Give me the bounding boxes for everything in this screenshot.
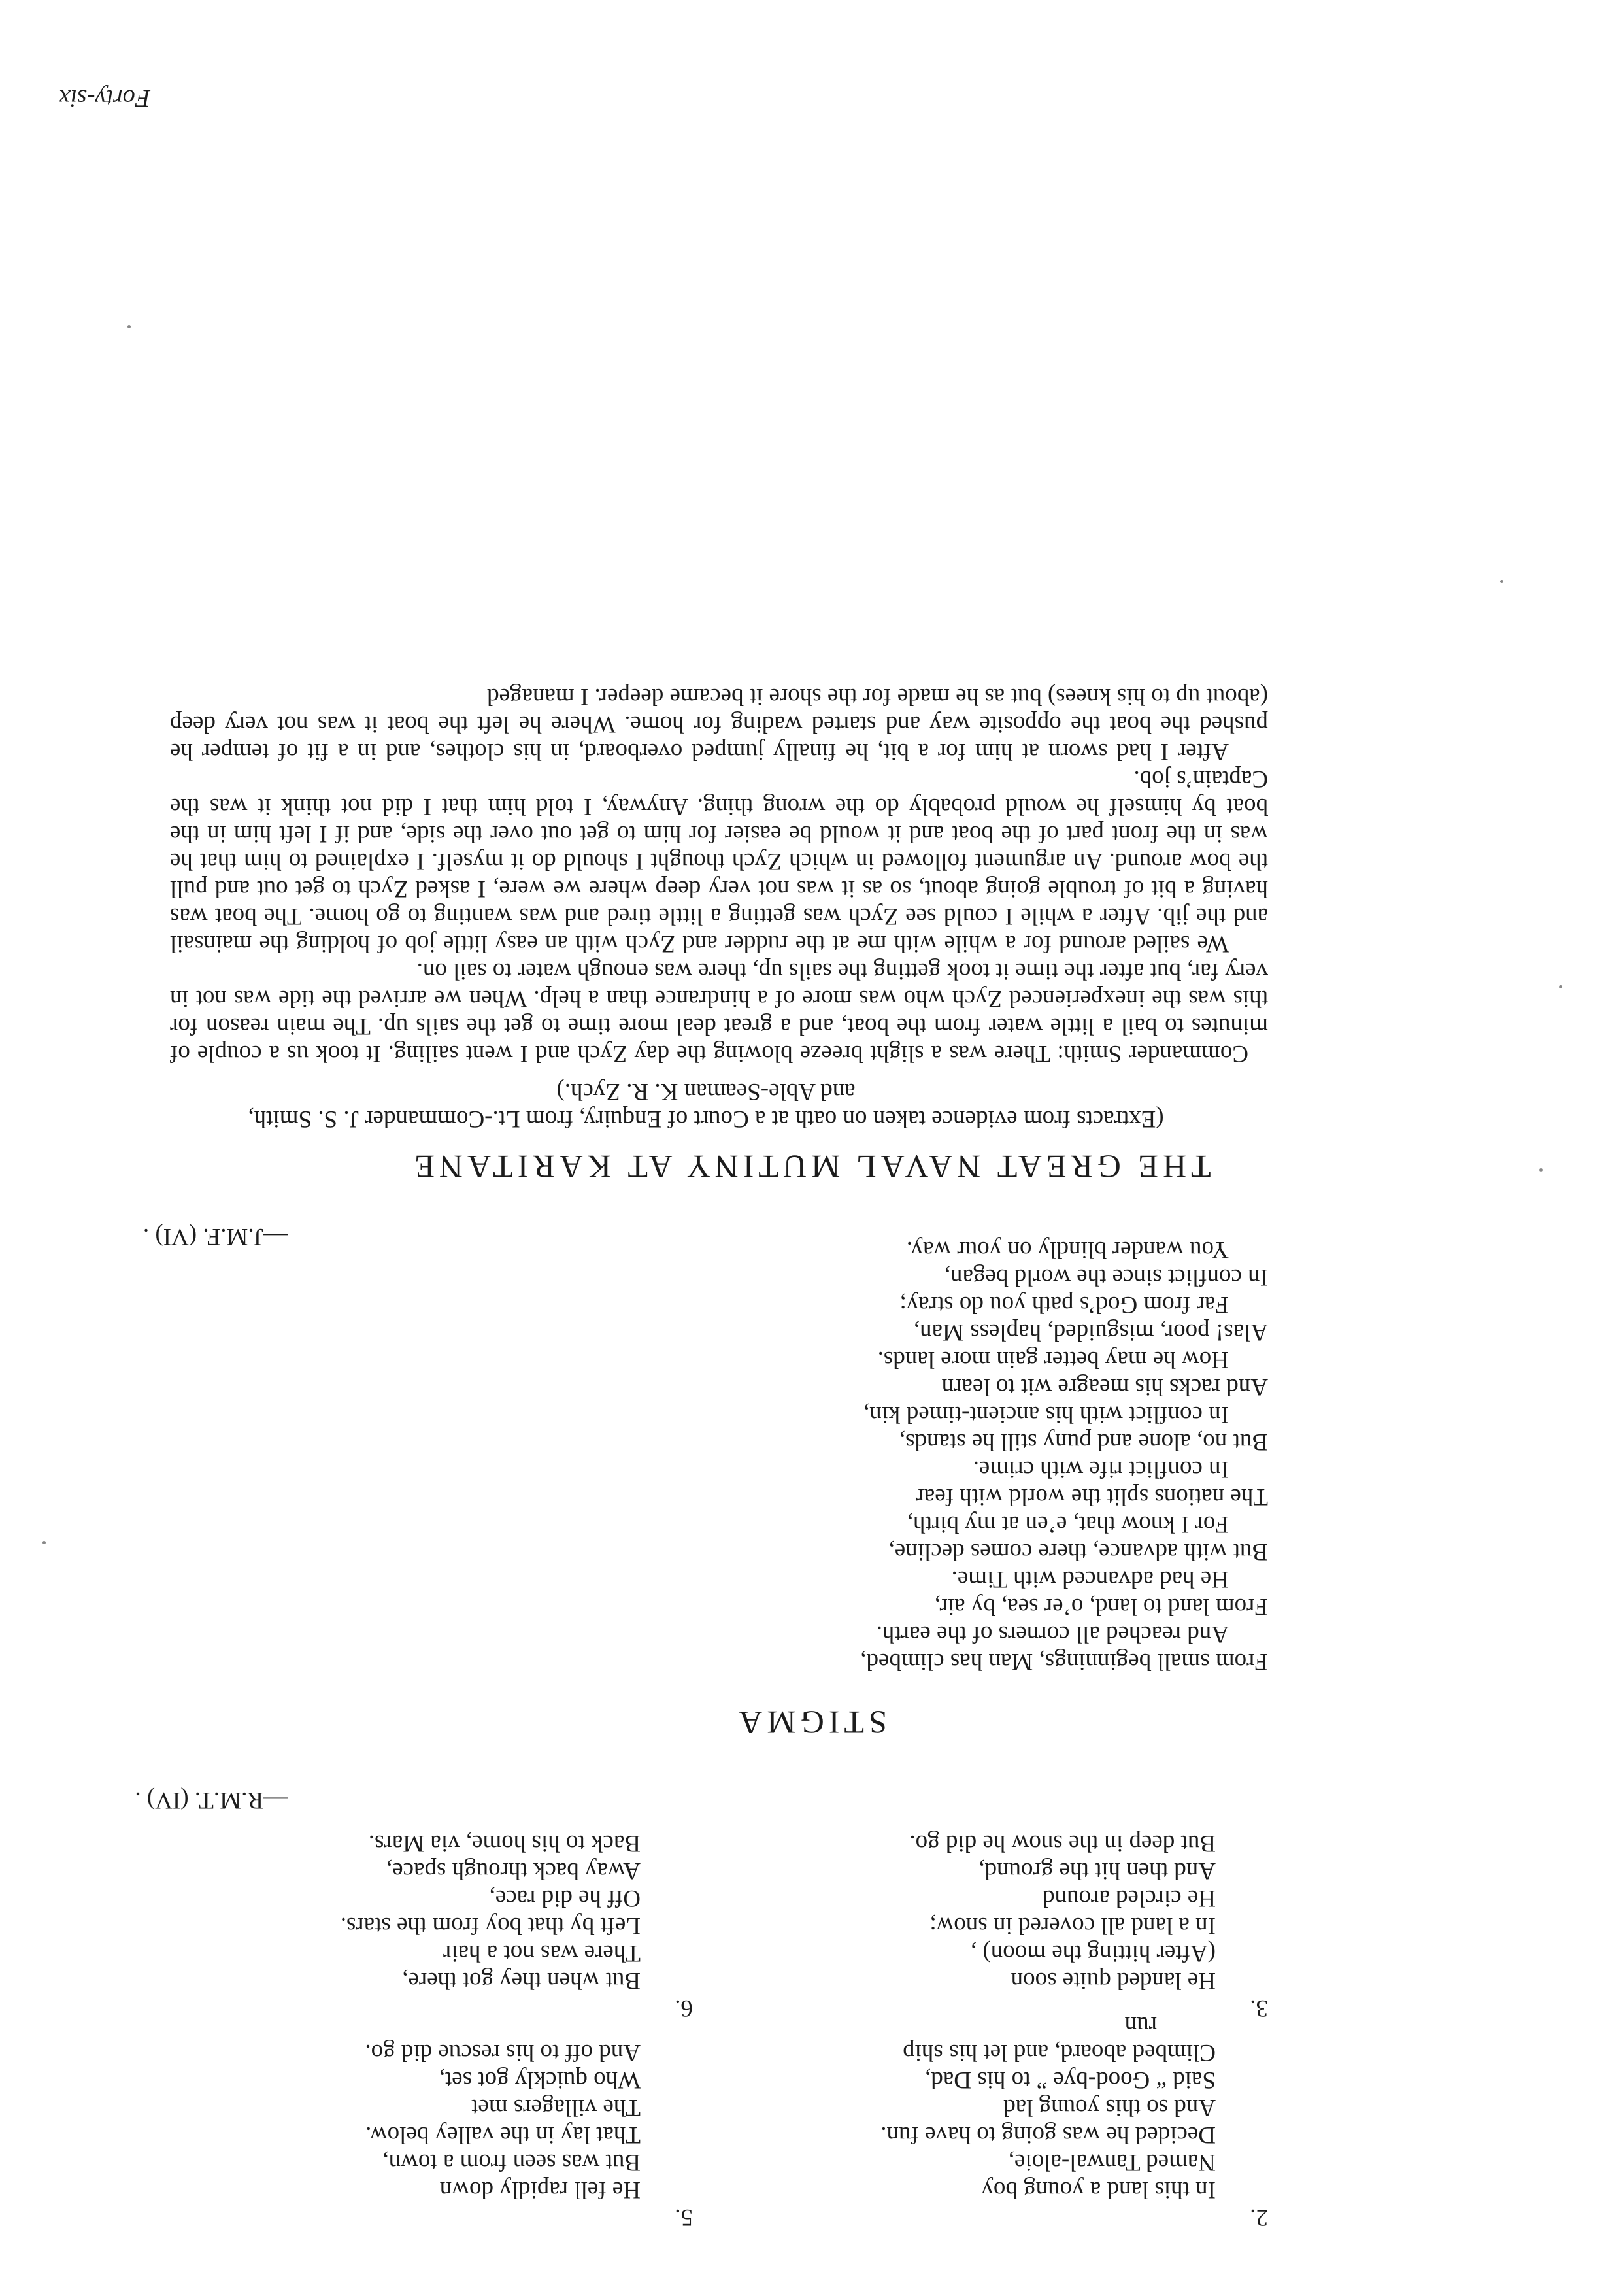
stanza-line-list (880, 2011, 1216, 2203)
poem2-signature: —J.M.F. (VI) . (142, 1223, 288, 1250)
poem-line: In this land a young boy (981, 2176, 1216, 2203)
scan-speck (1539, 1168, 1543, 1172)
article-paragraph: Commander Smith: There was a slight breeze blowing the day Zych and I went sailing. It took us a couple of minutes to bail a little water from the boat, and a great deal more time to get the sails up. The main reason for this was the inexperienced Zych who was more of a hindrance than a help. When we arrived the tide was not in very far, but after the time it took getting the sails up, there was enough water to sail on. (170, 958, 1268, 1067)
poem1-stanza-3 (909, 1829, 1268, 2021)
poem-line: Decided he was going to have fun. (880, 2121, 1216, 2148)
poem-line: Who quickly got set, (439, 2067, 641, 2093)
poem-line: Away back through space, (386, 1857, 641, 1884)
poem-line: Alas! poor, misguided, hapless Man, (913, 1319, 1268, 1345)
poem-line: Named Tanwal-aloie, (1008, 2149, 1216, 2176)
stanza-number: 2. (1250, 2204, 1268, 2231)
poem-line: But with advance, there comes decline, (888, 1538, 1268, 1565)
poem-line: How he may better gain more lands. (877, 1346, 1229, 1373)
poem2-title: STIGMA (734, 1704, 887, 1741)
poem-line: And so this young lad (1003, 2094, 1216, 2121)
poem-line: Off he did race, (489, 1885, 641, 1912)
poem-line: In conflict since the world began, (944, 1264, 1268, 1291)
poem-line: But when they got there, (402, 1967, 641, 1994)
poem-line: (After hitting the moon) , (970, 1940, 1216, 1967)
poem-line: Left by that boy from the stars. (340, 1912, 641, 1939)
poem-line: Climbed aboard, and let his ship (903, 2039, 1216, 2066)
poem-line: From land to land, o’er sea, by air, (934, 1593, 1268, 1620)
poem-line: The villagers met (471, 2094, 641, 2121)
scan-speck (127, 325, 131, 328)
poem-line: But was seen from a town, (382, 2149, 641, 2176)
poem-line: From small beginnings, Man has climbed, (860, 1648, 1268, 1675)
article-intro: (Extracts from evidence taken on oath at a Court of Enquiry, from Lt.-Commander J. S. Smith, and Able-Seaman K. R. Zych.) (248, 1078, 1164, 1132)
poem1-stanza-2 (880, 2011, 1268, 2231)
poem-line: But deep in the snow he did go. (909, 1830, 1216, 1857)
poem-line: Far from God’s path you do stray; (899, 1291, 1229, 1318)
poem-line: In a land all covered in snow; (929, 1912, 1216, 1939)
poem-line: For I know that, e’en at my birth, (907, 1511, 1229, 1538)
poem-line: You wander blindly on your way. (906, 1236, 1229, 1263)
poem-line: In conflict rife with crime. (973, 1456, 1229, 1483)
scan-speck (1559, 985, 1562, 988)
article-paragraph: We sailed around for a while with me at the rudder and Zych with an easy little job of holding the mainsail and the jib. After a while I could see Zych was getting a little tired and was wanting to go home. The boat was having a bit of trouble going about, so as it was not very deep where we were, I asked Zych to get out and pull the bow around. An argument followed in which Zych thought I should do it myself. I explained to him that he was in the front part of the boat and it would be easier for him to get out over the side, and if I left him in the boat by himself he would probably do the wrong thing. Anyway, I told him that I did not think it was the Captain’s job. (170, 766, 1268, 957)
stanza-number: 3. (1250, 1995, 1268, 2021)
poem-line: He had advanced with Time. (951, 1566, 1229, 1593)
poem1-stanza-5 (365, 2038, 693, 2231)
poem2-body (860, 1236, 1268, 1675)
poem-line: And then hit the ground, (978, 1857, 1216, 1884)
poem-line: run (1124, 2012, 1157, 2038)
poem-line: He landed quite soon (1011, 1967, 1216, 1994)
poem-line: The nations split the world with fear (916, 1483, 1268, 1510)
poem-line: And off to his rescue did go. (365, 2039, 641, 2066)
stanza-line-list (909, 1829, 1216, 1994)
poem-line: And reached all corners of the earth. (876, 1621, 1229, 1647)
poem1-stanza-6 (341, 1829, 693, 2021)
stanza-number: 6. (675, 1995, 693, 2021)
poem-line: He fell rapidly down (439, 2176, 641, 2203)
page-folio: Forty-six (59, 84, 150, 112)
article-body (170, 683, 1268, 1067)
poem-line: That lay in the valley below. (365, 2121, 641, 2148)
article-title: THE GREAT NAVAL MUTINY AT KARITANE (410, 1149, 1211, 1185)
poem-line: And racks his meagre wit to learn (941, 1374, 1268, 1400)
poem-line: There was not a hair (443, 1940, 641, 1967)
poem-line: But no, alone and puny still he stands, (899, 1428, 1268, 1455)
article-paragraph: After I had sworn at him for a bit, he finally jumped overboard, in his clothes, and in a fit of temper he pushed the boat the opposite way and started wading for home. Where he left the boat it was not very deep (about up to his knees) but as he made for the shore it became deeper. I managed (170, 683, 1268, 765)
poem-line: He circled around (1042, 1885, 1216, 1912)
scan-speck (42, 1541, 46, 1544)
poem-line: Said “ Good-bye ” to his Dad, (925, 2067, 1216, 2093)
poem-line: In conflict with his ancient-timed kin, (863, 1401, 1229, 1428)
stanza-number: 5. (675, 2204, 693, 2231)
poem1-signature: —R.M.T. (IV) . (135, 1787, 288, 1814)
scan-speck (1500, 580, 1503, 583)
poem-line: Back to his home, via Mars. (368, 1830, 641, 1857)
stanza-line-list (341, 1829, 641, 1994)
stanza-line-list (365, 2038, 641, 2203)
